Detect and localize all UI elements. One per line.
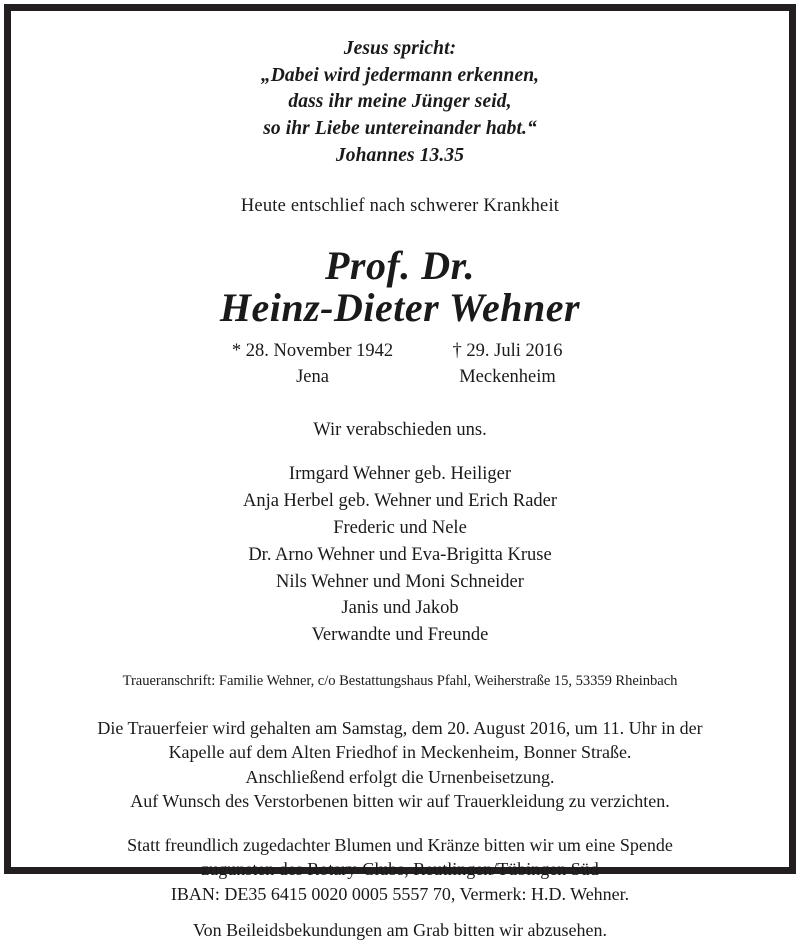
donation-iban: IBAN: DE35 6415 0020 0005 5557 70, Vermerk: H.D. Wehner. [170,883,630,904]
list-item: Nils Wehner und Moni Schneider [276,571,524,592]
scripture-line-2: „Dabei wird jedermann erkennen, [260,64,540,86]
life-dates [205,339,595,390]
farewell-line: Wir verabschieden uns. [313,420,487,441]
service-line: Auf Wunsch des Verstorbenen bitten wir auf Trauerkleidung zu verzichten. [130,791,670,812]
list-item: Irmgard Wehner geb. Heiliger [288,464,512,485]
deceased-name: Heinz-Dieter Wehner [219,284,581,330]
death-date-line [453,339,563,365]
list-item: Frederic und Nele [333,517,467,538]
death-place: Meckenheim [459,366,556,387]
birth-date: 28. November 1942 [245,341,394,362]
list-item: Janis und Jakob [341,598,459,619]
deceased-name-block [25,242,775,330]
deceased-title: Prof. Dr. [324,242,476,288]
funeral-service-details [25,716,775,814]
cross-symbol-icon: † [452,341,462,362]
mourners-list [25,461,775,649]
scripture-line-4: so ihr Liebe untereinander habt.“ [263,118,537,140]
birth-column [205,339,420,390]
scripture-line-3: dass ihr meine Jünger seid, [288,91,512,113]
list-item: Dr. Arno Wehner und Eva-Brigitta Kruse [248,544,552,565]
donation-line: Statt freundlich zugedachter Blumen und Kränze bitten wir um eine Spende [127,834,673,855]
donation-request [25,833,775,906]
birth-date-line [232,339,393,365]
service-line: Anschließend erfolgt die Urnenbeisetzung. [245,766,555,787]
death-column [420,339,595,390]
closing-request: Von Beileidsbekundungen am Grab bitten wir abzusehen. [192,920,608,941]
death-date: 29. Juli 2016 [466,341,563,362]
condolence-address: Traueranschrift: Familie Wehner, c/o Bestattungshaus Pfahl, Weiherstraße 15, 53359 Rheinbach [122,673,678,690]
scripture-quote [25,36,775,170]
service-line: Die Trauerfeier wird gehalten am Samstag, dem 20. August 2016, um 11. Uhr in der [97,718,703,739]
scripture-line-1: Jesus spricht: [343,38,457,59]
donation-beneficiary: zugunsten des Rotary-Clubs, Reutlingen/Tübingen Süd [201,859,599,880]
service-line: Kapelle auf dem Alten Friedhof in Meckenheim, Bonner Straße. [168,742,632,763]
birth-place: Jena [296,366,329,387]
mourning-border-frame [4,4,796,941]
scripture-reference: Johannes 13.35 [335,144,465,166]
list-item: Verwandte und Freunde [311,625,489,646]
list-item: Anja Herbel geb. Wehner und Erich Rader [242,491,558,512]
intro-line: Heute entschlief nach schwerer Krankheit [240,195,560,216]
born-symbol-icon: * [231,341,242,362]
